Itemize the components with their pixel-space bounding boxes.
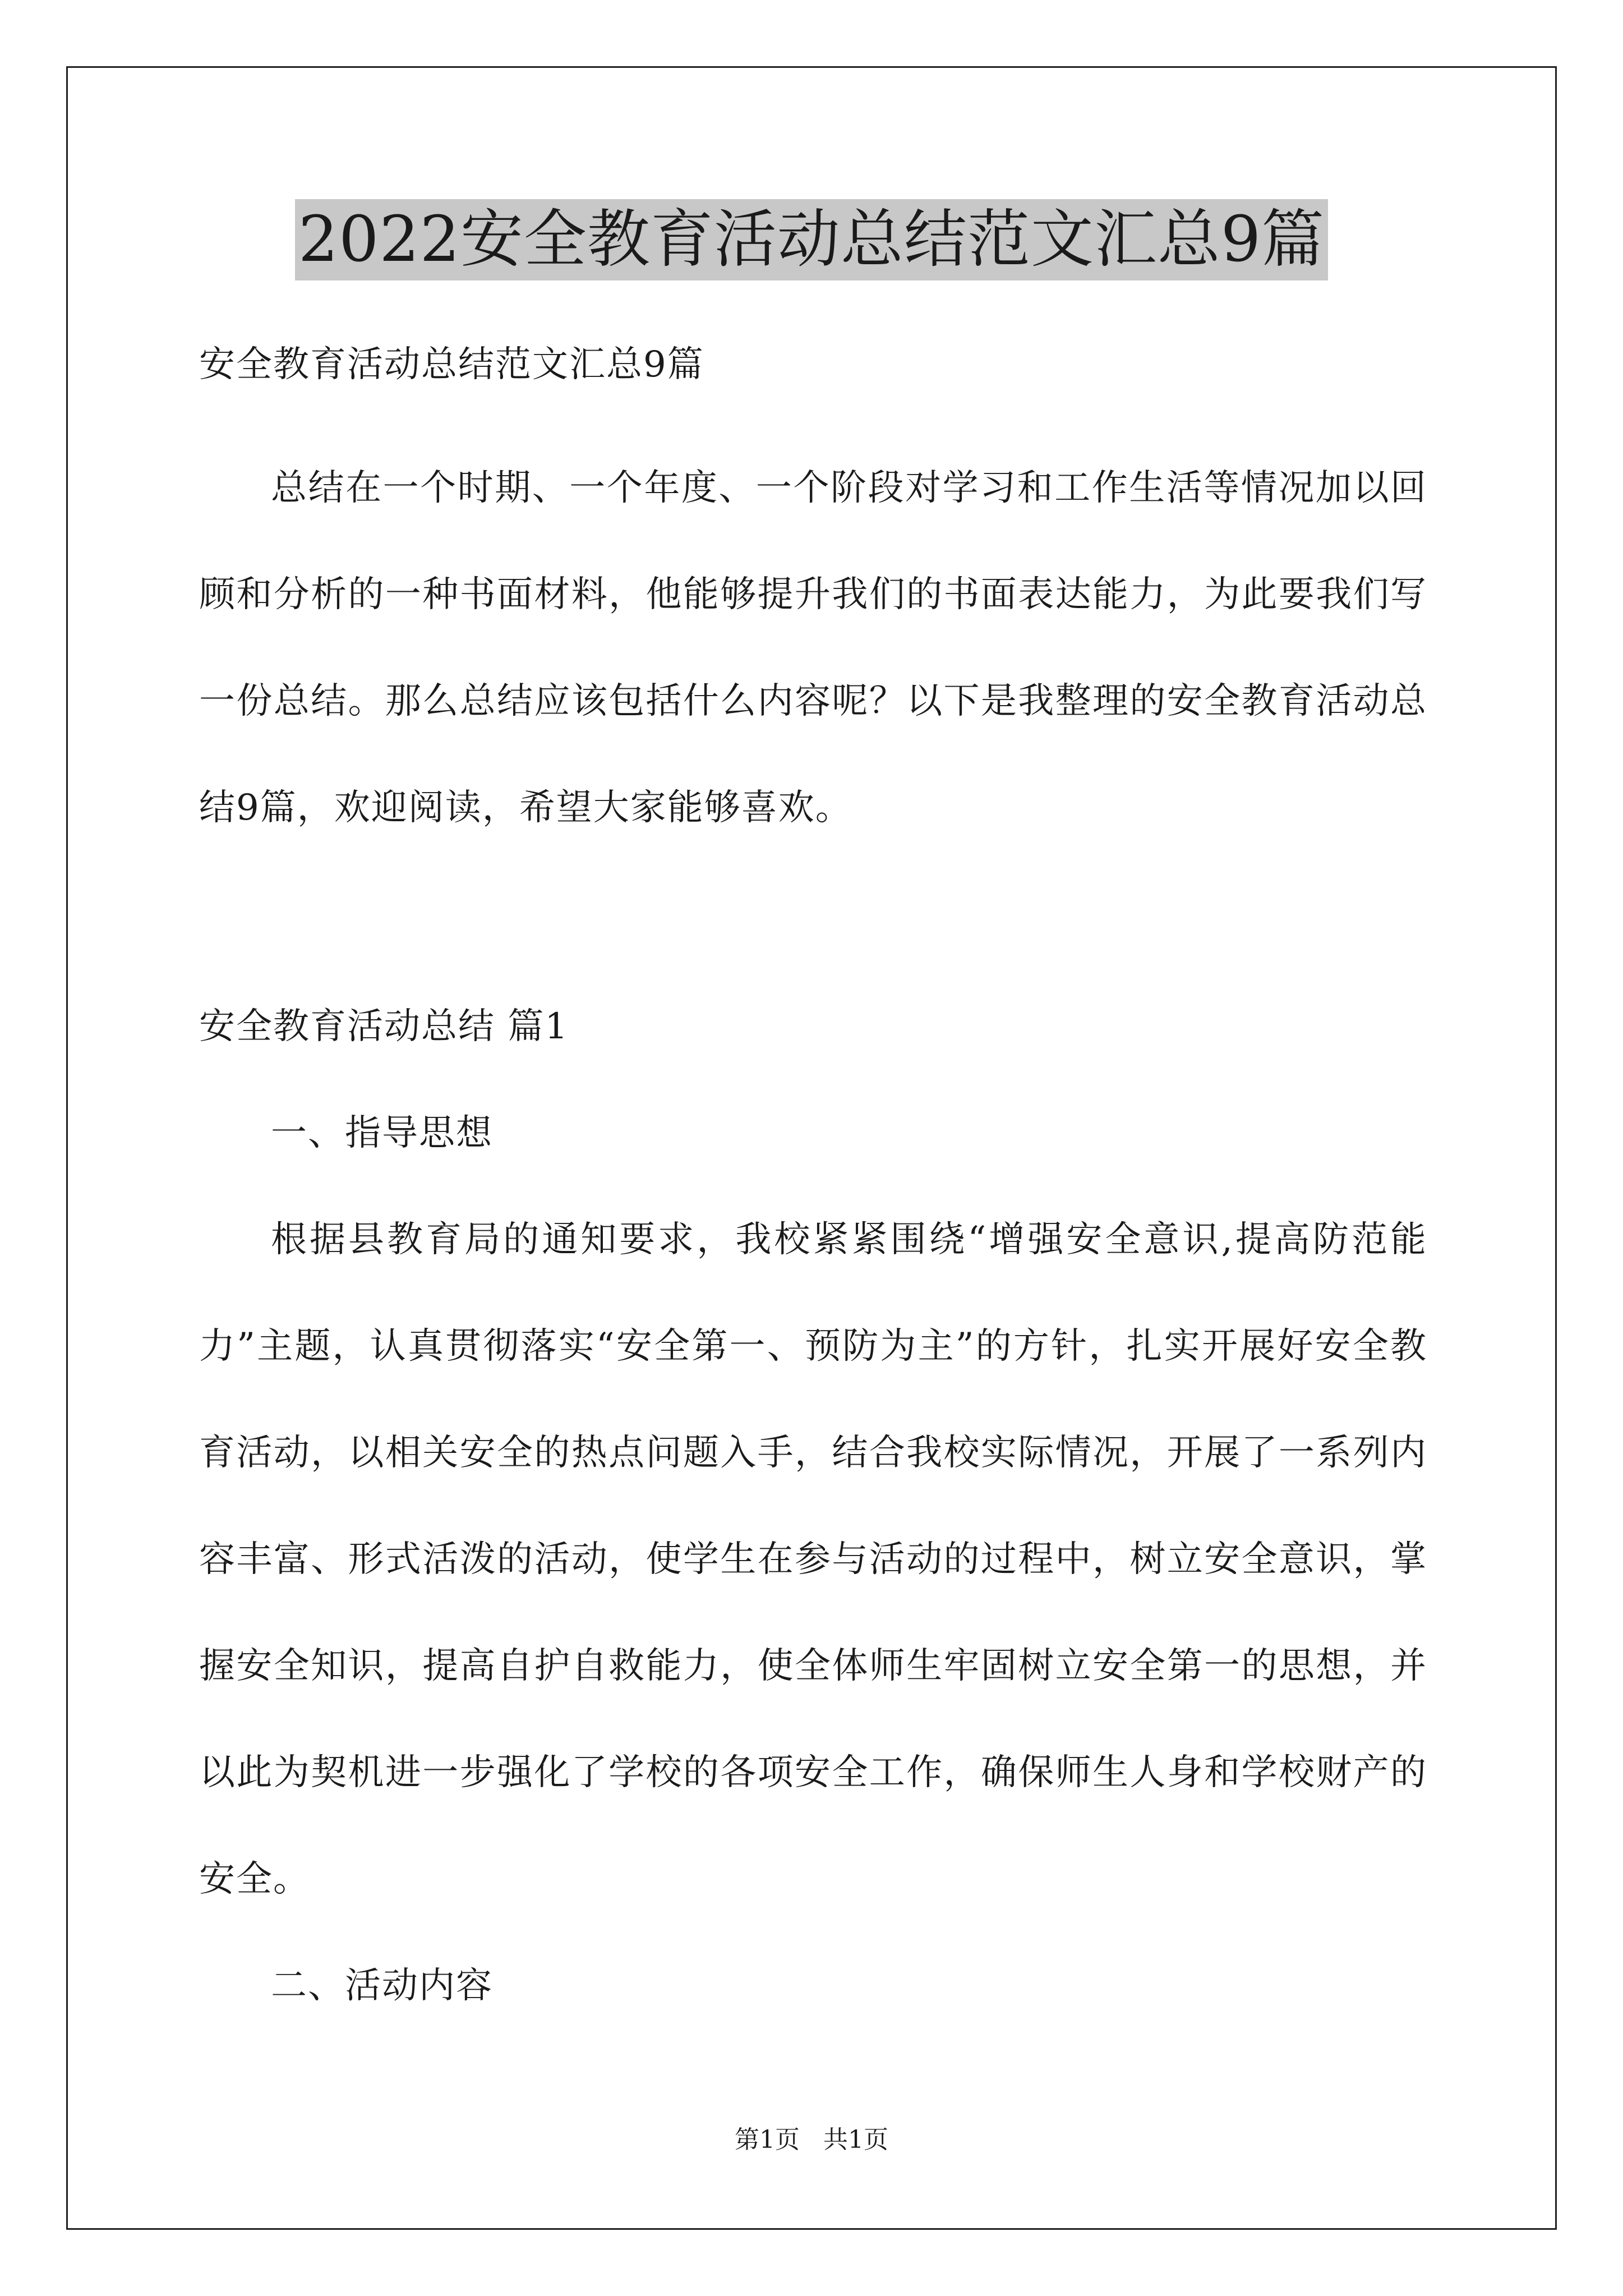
intro-block [199,435,1427,861]
part2-heading: 二、活动内容 [271,1965,493,2007]
section1-block [199,973,1427,2039]
page-number-current: 第1页 [735,2125,800,2154]
document-subtitle: 安全教育活动总结范文汇总9篇 [199,344,704,385]
document-title: 2022安全教育活动总结范文汇总9篇 [295,199,1328,280]
intro-paragraph: 总结在一个时期、一个年度、一个阶段对学习和工作生活等情况加以回顾和分析的一种书面材料，他能够提升我们的书面表达能力，为此要我们写一份总结。那么总结应该包括什么内容呢？以下是我整理的安全教育活动总结9篇，欢迎阅读，希望大家能够喜欢。 [199,467,1427,829]
part1-heading: 一、指导思想 [271,1112,493,1154]
page-number-total: 共1页 [823,2125,888,2154]
title-container [0,199,1623,280]
section1-heading: 安全教育活动总结 篇1 [199,1006,569,1047]
page-footer [0,2123,1623,2157]
part1-paragraph: 根据县教育局的通知要求，我校紧紧围绕“增强安全意识,提高防范能力”主题，认真贯彻落实“安全第一、预防为主”的方针，扎实开展好安全教育活动，以相关安全的热点问题入手，结合我校实际情况，开展了一系列内容丰富、形式活泼的活动，使学生在参与活动的过程中，树立安全意识，掌握安全知识，提高自护自救能力，使全体师生牢固树立安全第一的思想，并以此为契机进一步强化了学校的各项安全工作，确保师生人身和学校财产的安全。 [199,1219,1427,1900]
subtitle-block [199,311,1427,418]
